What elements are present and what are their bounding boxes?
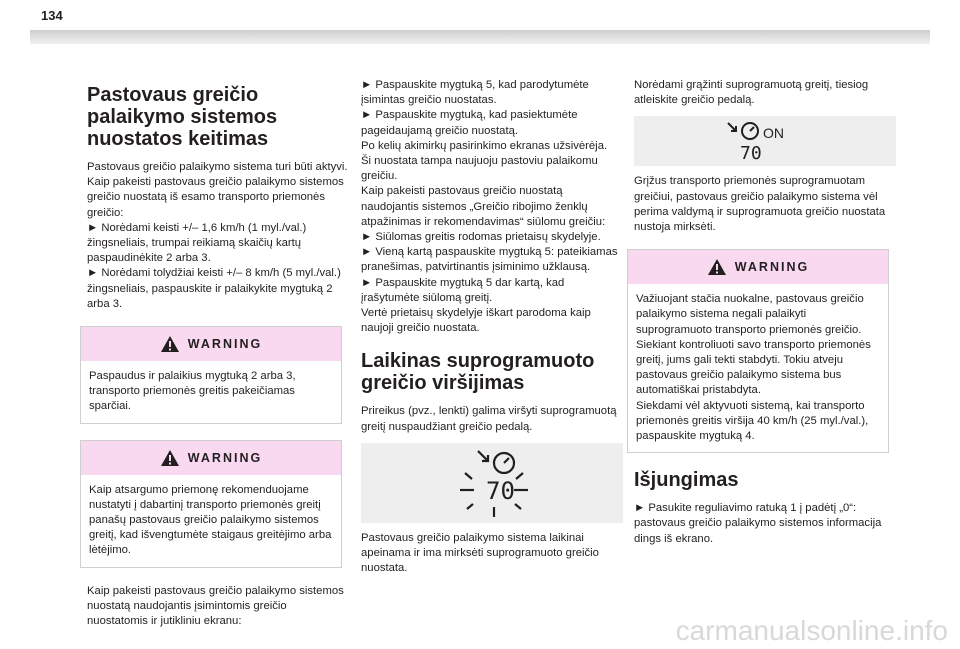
svg-text:70: 70 bbox=[740, 143, 762, 164]
warning-title: WARNING bbox=[187, 450, 263, 465]
column-1 bbox=[87, 78, 349, 629]
warning-triangle-icon bbox=[160, 449, 180, 467]
illustration-flashing-speed bbox=[361, 443, 623, 523]
paragraph-deactivation: ► Pasukite reguliavimo ratuką 1 į padėtį „0“: pastovaus greičio palaikymo sistemos informacija dings iš ekrano. bbox=[634, 502, 882, 545]
paragraph-restore: Norėdami grąžinti suprogramuotą greitį, tiesiog atleiskite greičio pedalą. bbox=[634, 79, 869, 107]
watermark-logo: carmanualsonline.info bbox=[675, 615, 948, 646]
section-title-deactivation: Išjungimas bbox=[634, 469, 739, 492]
page-number: 134 bbox=[41, 8, 63, 23]
warning-text: Važiuojant stačia nuokalne, pastovaus greičio palaikymo sistema negali palaikyti suprogramuoto transporto priemonės greičio. Siekiant kontroliuoti savo transporto priemonės greitį, jums gali tekti stabdyti. Tokiu atveju pastovaus greičio palaikymo sistema bus automatiškai pristabdyta. Siekdami vėl aktyvuoti sistemą, kai transporto priemonės greitis viršija 40 km/h (25 myl./val.), paspauskite mygtuką 4. bbox=[636, 293, 871, 443]
illustration-speed-on bbox=[634, 116, 896, 166]
warning-header bbox=[81, 327, 341, 361]
paragraph-override-note: Pastovaus greičio palaikymo sistema laikinai apeinama ir ima mirksėti suprogramuoto greičio nuostata. bbox=[361, 531, 599, 575]
column-2 bbox=[361, 78, 623, 576]
warning-header bbox=[628, 250, 888, 284]
warning-title: WARNING bbox=[734, 260, 810, 275]
paragraph-resume: Grįžus transporto priemonės suprogramuotam greičiui, pastovaus greičio palaikymo sistema vėl perima valdymą ir suprogramuota greičio nuostata nustoja mirksėti. bbox=[634, 175, 886, 234]
warning-title: WARNING bbox=[187, 337, 263, 352]
section-title-change-setting: Pastovaus greičio palaikymo sistemos nuostatos keitimas bbox=[87, 84, 278, 150]
column-3 bbox=[634, 78, 896, 547]
svg-text:70: 70 bbox=[486, 476, 515, 505]
warning-box-1 bbox=[80, 326, 342, 424]
paragraph-change-instructions: Pastovaus greičio palaikymo sistema turi būti aktyvi. Kaip pakeisti pastovaus greičio palaikymo sistemos greičio nuostatą iš esamo transporto priemonės greičio: ► Norėdami keisti +/– 1,6 km/h (1 myl./val.) žingsneliais, trumpai reikiamą skaičių kartų paspaudinėkite 2 arba 3. ► Norėdami tolydžiai keisti +/– 8 km/h (5 myl./val.) žingsneliais, paspauskite ir palaikykite mygtuką 2 arba 3. bbox=[87, 161, 348, 310]
warning-triangle-icon bbox=[707, 258, 727, 276]
paragraph-memorised-speeds: ► Paspauskite mygtuką 5, kad parodytumėte įsimintas greičio nuostatas. ► Paspauskite mygtuką, kad pasiektumėte pageidaujamą greičio nuostatą. Po kelių akimirkų pasirinkimo ekranas užsivėrėja. Ši nuostata tampa naujuoju pastoviu palaikomu greičiu. Kaip pakeisti pastovaus greičio nuostatą naudojantis sistemos „Greičio ribojimo ženklų atpažinimas ir rekomendavimas“ siūlomu greičiu: ► Siūlomas greitis rodomas prietaisų skydelyje. ► Vieną kartą paspauskite mygtuką 5: pateikiamas pranešimas, patvirtinantis įsiminimo užklausą. ► Paspauskite mygtuką 5 dar kartą, kad įrašytumėte siūlomą greitį. Vertė prietaisų skydelyje iškart parodoma kaip naujoji greičio nuostata. bbox=[361, 79, 618, 335]
header-rule bbox=[30, 30, 930, 44]
warning-box-2 bbox=[80, 440, 342, 568]
speedometer-on-icon bbox=[720, 119, 810, 163]
paragraph-touchscreen-intro: Kaip pakeisti pastovaus greičio palaikymo sistemos nuostatą naudojantis įsimintomis greičio nuostatomis ir jutikliniu ekranu: bbox=[87, 584, 344, 628]
speedometer-flashing-icon bbox=[442, 445, 542, 521]
warning-header bbox=[81, 441, 341, 475]
paragraph-exceed-intro: Prireikus (pvz., lenkti) galima viršyti suprogramuotą greitį nuspaudžiant greičio pedalą. bbox=[361, 405, 617, 433]
page-header bbox=[0, 0, 960, 54]
svg-text:ON: ON bbox=[763, 125, 784, 142]
section-title-temporary-exceed: Laikinas suprogramuoto greičio viršijimas bbox=[361, 350, 595, 395]
warning-box-3 bbox=[627, 249, 889, 453]
warning-text: Paspaudus ir palaikius mygtuką 2 arba 3, transporto priemonės greitis pakeičiamas sparčiai. bbox=[89, 370, 296, 413]
warning-text: Kaip atsargumo priemonę rekomenduojame nustatyti į dabartinį transporto priemonės greitį panašų pastovaus greičio palaikymo sistemos greitį, kad išvengtumėte staigaus greitėjimo arba lėtėjimo. bbox=[89, 483, 332, 557]
warning-triangle-icon bbox=[160, 335, 180, 353]
